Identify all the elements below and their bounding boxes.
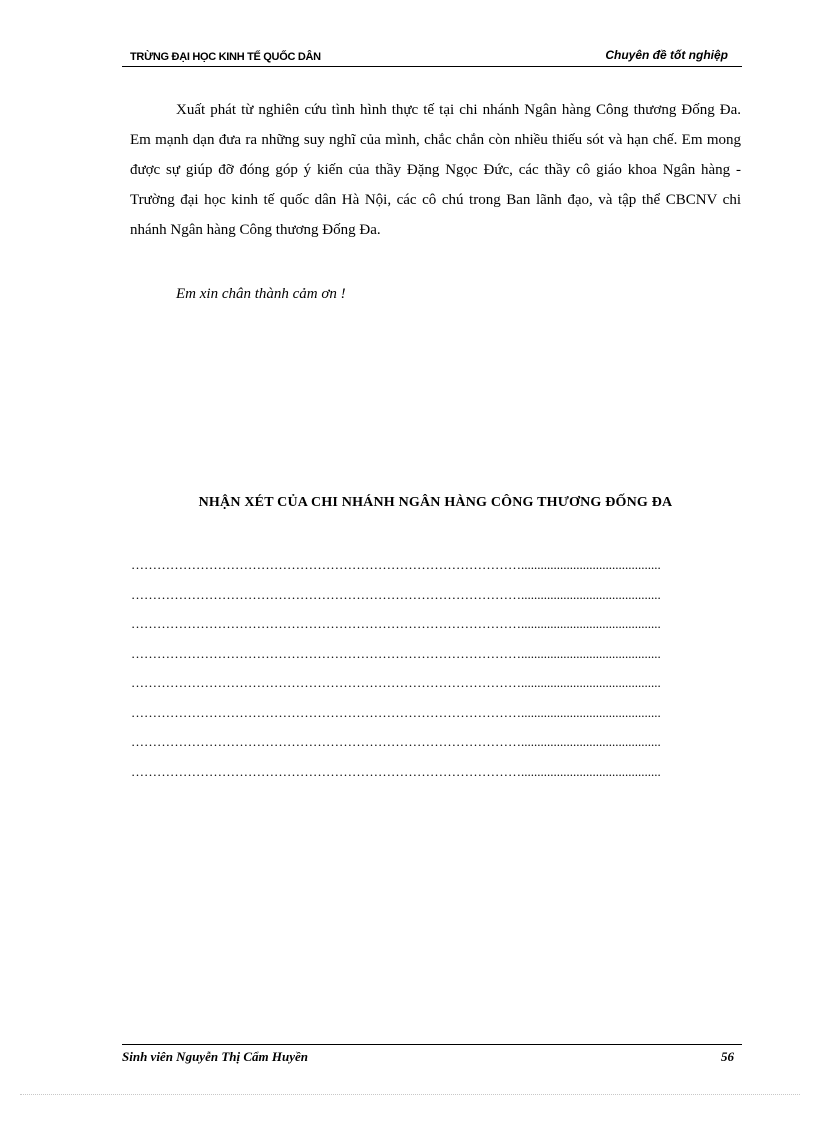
comment-lines [131, 556, 711, 792]
header-university: TRỪNG ĐẠI HỌC KINH TẾ QUỐC DÂN [130, 51, 321, 63]
dotted-line: ………………………………………………………………………………........................................... [131, 586, 661, 602]
page-header [122, 48, 742, 67]
dotted-line: ………………………………………………………………………………........................................... [131, 763, 661, 779]
page-number: 56 [721, 1049, 734, 1064]
page-footer [122, 1044, 742, 1067]
page-bottom-divider [20, 1094, 800, 1095]
dotted-line: ………………………………………………………………………………........................................... [131, 645, 661, 661]
dotted-line: ………………………………………………………………………………........................................... [131, 675, 661, 690]
body-paragraph: Xuất phát từ nghiên cứu tình hình thực tế tại chi nhánh Ngân hàng Công thương Đống Đa. Em mạnh dạn đưa ra những suy nghĩ của mình, chắc chắn còn nhiều thiếu sót và hạn chế. Em mong được sự giúp đỡ đóng góp ý kiến của thầy Đặng Ngọc Đức, các thầy cô giáo khoa Ngân hàng - Trường đại học kinh tế quốc dân Hà Nội, các cô chú trong Ban lãnh đạo, và tập thể CBCNV chi nhánh Ngân hàng Công thương Đống Đa. [130, 102, 741, 238]
dotted-line: ………………………………………………………………………………........................................... [131, 616, 661, 631]
thanks-line: Em xin chân thành cảm ơn ! [176, 286, 346, 302]
footer-student-name: Sinh viên Nguyễn Thị Cẩm Huyền [122, 1049, 308, 1064]
dotted-line: ………………………………………………………………………………........................................... [131, 704, 661, 720]
header-document-type: Chuyên đề tốt nghiệp [605, 48, 728, 62]
dotted-line: ………………………………………………………………………………........................................... [131, 734, 661, 749]
dotted-line: ………………………………………………………………………………........................................... [131, 557, 661, 572]
section-title: NHẬN XÉT CỦA CHI NHÁNH NGÂN HÀNG CÔNG THƯƠNG ĐỐNG ĐA [198, 495, 673, 510]
